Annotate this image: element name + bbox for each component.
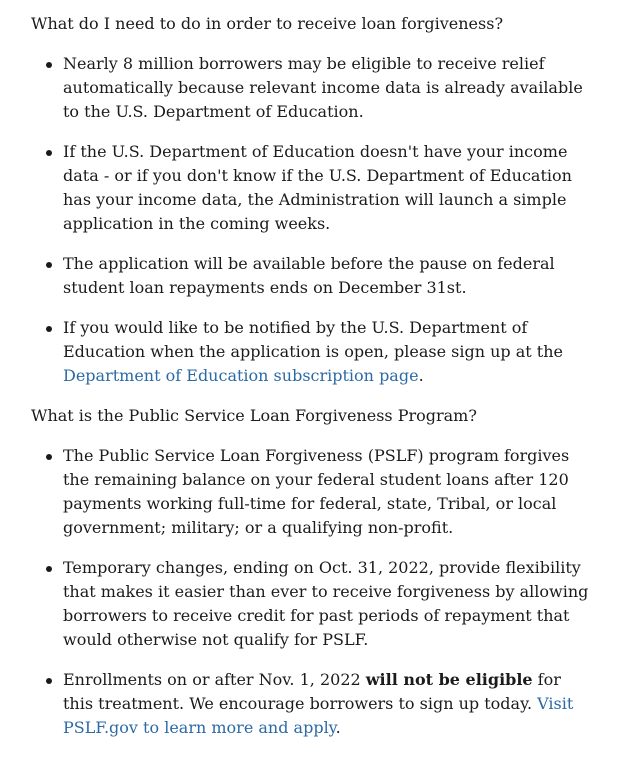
- notify-text: If you would like to be notified by the U.S. Department of Education when the application is open, please sign up at the: [63, 318, 563, 361]
- list-item: Temporary changes, ending on Oct. 31, 2022, provide flexibility that makes it easier than ever to receive forgiveness by allowing borrowers to receive credit for past periods of repayment that would otherwise not qualify for PSLF.: [31, 556, 591, 652]
- enroll-text: Enrollments on or after Nov. 1, 2022: [63, 670, 366, 689]
- enroll-text-after: for this treatment. We encourage borrowers to sign up today.: [63, 670, 561, 713]
- answers-pslf: [31, 444, 591, 740]
- pslf-gov-link[interactable]: Visit PSLF.gov to learn more and apply: [63, 694, 574, 737]
- enroll-end: .: [335, 718, 341, 737]
- list-item: The application will be available before the pause on federal student loan repayments ends on December 31st.: [31, 252, 591, 300]
- answers-loan-forgiveness: [31, 52, 591, 388]
- list-item: Nearly 8 million borrowers may be eligible to receive relief automatically because relevant income data is already available to the U.S. Department of Education.: [31, 52, 591, 124]
- list-item: If the U.S. Department of Education doesn't have your income data - or if you don't know if the U.S. Department of Education has your income data, the Administration will launch a simple application in the coming weeks.: [31, 140, 591, 236]
- subscription-page-link[interactable]: Department of Education subscription page: [63, 366, 419, 385]
- question-loan-forgiveness: What do I need to do in order to receive loan forgiveness?: [31, 14, 504, 33]
- not-eligible-emphasis: will not be eligible: [365, 670, 533, 689]
- question-pslf: What is the Public Service Loan Forgiveness Program?: [31, 406, 477, 425]
- notify-end: .: [418, 366, 424, 385]
- list-item: The Public Service Loan Forgiveness (PSLF) program forgives the remaining balance on your federal student loans after 120 payments working full-time for federal, state, Tribal, or local government; military; or a qualifying non-profit.: [31, 444, 591, 540]
- list-item-enroll: [31, 668, 591, 740]
- list-item-notify: [31, 316, 591, 388]
